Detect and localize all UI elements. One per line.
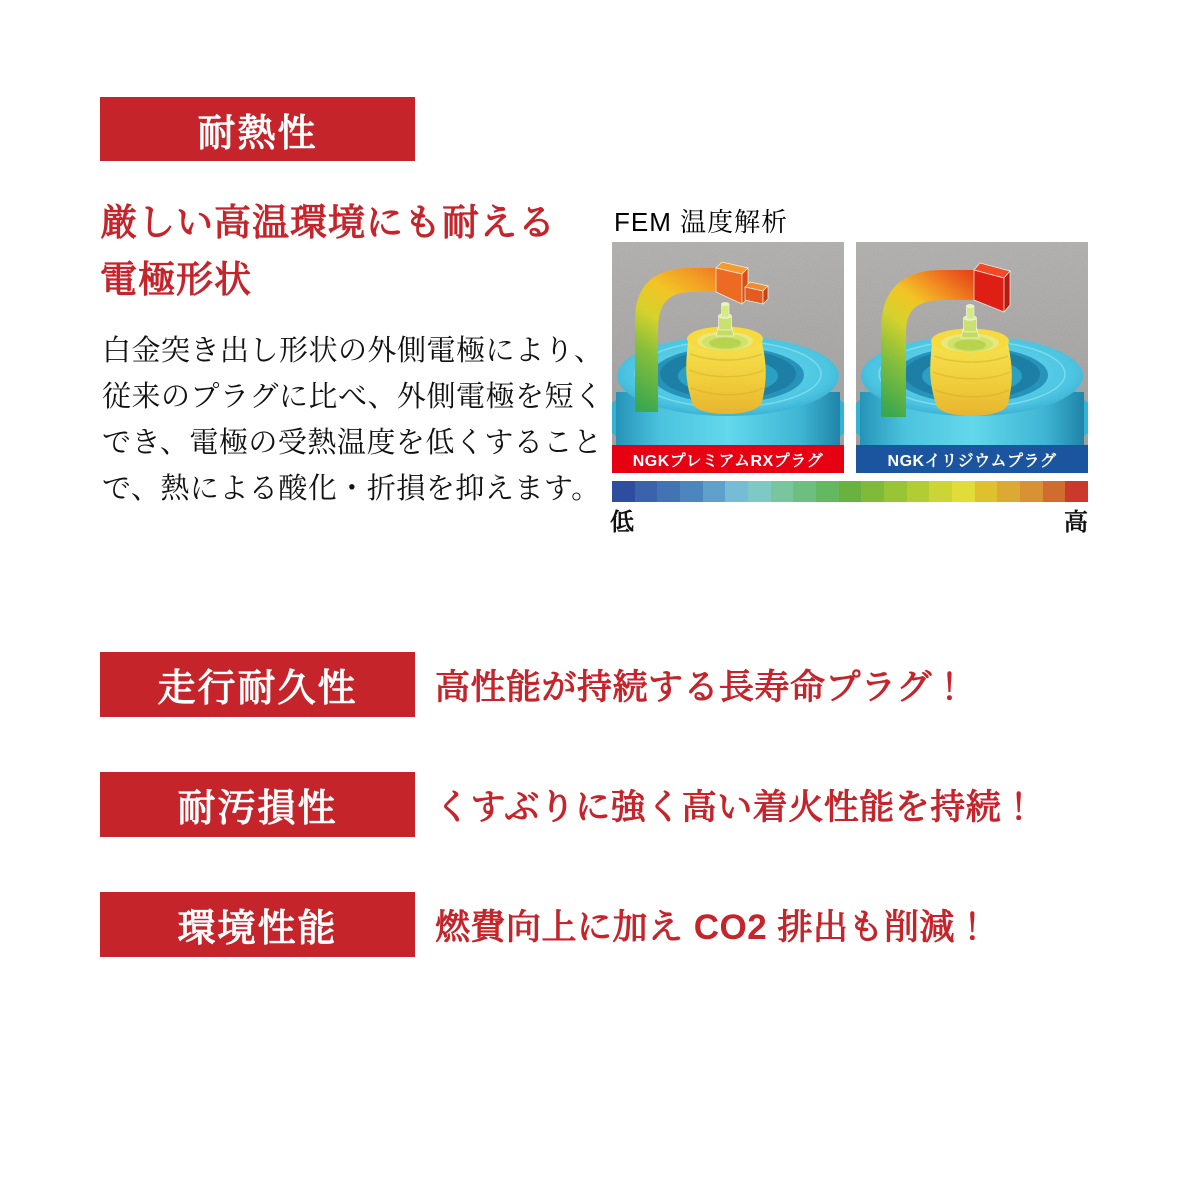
- fem-analysis-title: FEM 温度解析: [614, 207, 789, 237]
- feature-description-durability: 高性能が持続する長寿命プラグ！: [435, 667, 968, 707]
- scale-segment: [748, 481, 771, 502]
- feature-description-environment: 燃費向上に加え CO2 排出も削減！: [435, 907, 991, 947]
- section-badge-environment: [100, 892, 415, 957]
- insulator: [686, 327, 766, 415]
- heading-line-1: 厳しい高温環境にも耐える: [100, 202, 556, 243]
- scale-segment: [1065, 481, 1088, 502]
- heading-line-2: 電極形状: [100, 259, 252, 300]
- scale-segment: [929, 481, 952, 502]
- fig-label-iridium: NGKイリジウムプラグ: [856, 445, 1088, 473]
- scale-segment: [612, 481, 635, 502]
- heat-section-heading: [100, 194, 556, 308]
- fig-label-premium-rx: NGKプレミアムRXプラグ: [612, 445, 844, 473]
- scale-segment: [861, 481, 884, 502]
- fem-thermal-image-iridium: [856, 242, 1088, 445]
- temperature-scale-bar: [612, 481, 1088, 502]
- scale-segment: [725, 481, 748, 502]
- badge-label: 耐熱性: [197, 112, 318, 155]
- body-line-3: でき、電極の受熱温度を低くすること: [102, 427, 603, 459]
- fem-thermal-image-premium-rx: [612, 242, 844, 445]
- scale-segment: [657, 481, 680, 502]
- scale-segment: [793, 481, 816, 502]
- body-line-2: 従来のプラグに比べ、外側電極を短く: [102, 381, 604, 413]
- scale-segment: [1043, 481, 1066, 502]
- scale-segment: [1020, 481, 1043, 502]
- scale-segment: [703, 481, 726, 502]
- scale-segment: [975, 481, 998, 502]
- platinum-tip-cube: [745, 282, 768, 304]
- fem-figure-premium-rx: [612, 242, 844, 473]
- badge-label: 耐汚損性: [177, 788, 338, 830]
- badge-label: 環境性能: [177, 908, 338, 950]
- body-line-1: 白金突き出し形状の外側電極により、: [102, 335, 604, 367]
- heat-section-body: [102, 328, 612, 512]
- section-badge-fouling-resistance: [100, 772, 415, 837]
- scale-segment: [635, 481, 658, 502]
- temperature-scale-labels: [610, 502, 1088, 537]
- scale-segment: [997, 481, 1020, 502]
- feature-description-fouling-resistance: くすぶりに強く高い着火性能を持続！: [435, 787, 1037, 827]
- scale-low-label: 低: [610, 509, 634, 536]
- scale-high-label: 高: [1064, 509, 1088, 536]
- scale-segment: [839, 481, 862, 502]
- body-line-4: で、熱による酸化・折損を抑えます。: [102, 473, 601, 505]
- scale-segment: [771, 481, 794, 502]
- scale-segment: [952, 481, 975, 502]
- scale-segment: [680, 481, 703, 502]
- scale-segment: [884, 481, 907, 502]
- section-badge-heat-resistance: [100, 97, 415, 161]
- fem-figure-iridium: [856, 242, 1088, 473]
- badge-label: 走行耐久性: [157, 668, 358, 710]
- section-badge-durability: [100, 652, 415, 717]
- scale-segment: [816, 481, 839, 502]
- insulator: [930, 329, 1012, 417]
- scale-segment: [907, 481, 930, 502]
